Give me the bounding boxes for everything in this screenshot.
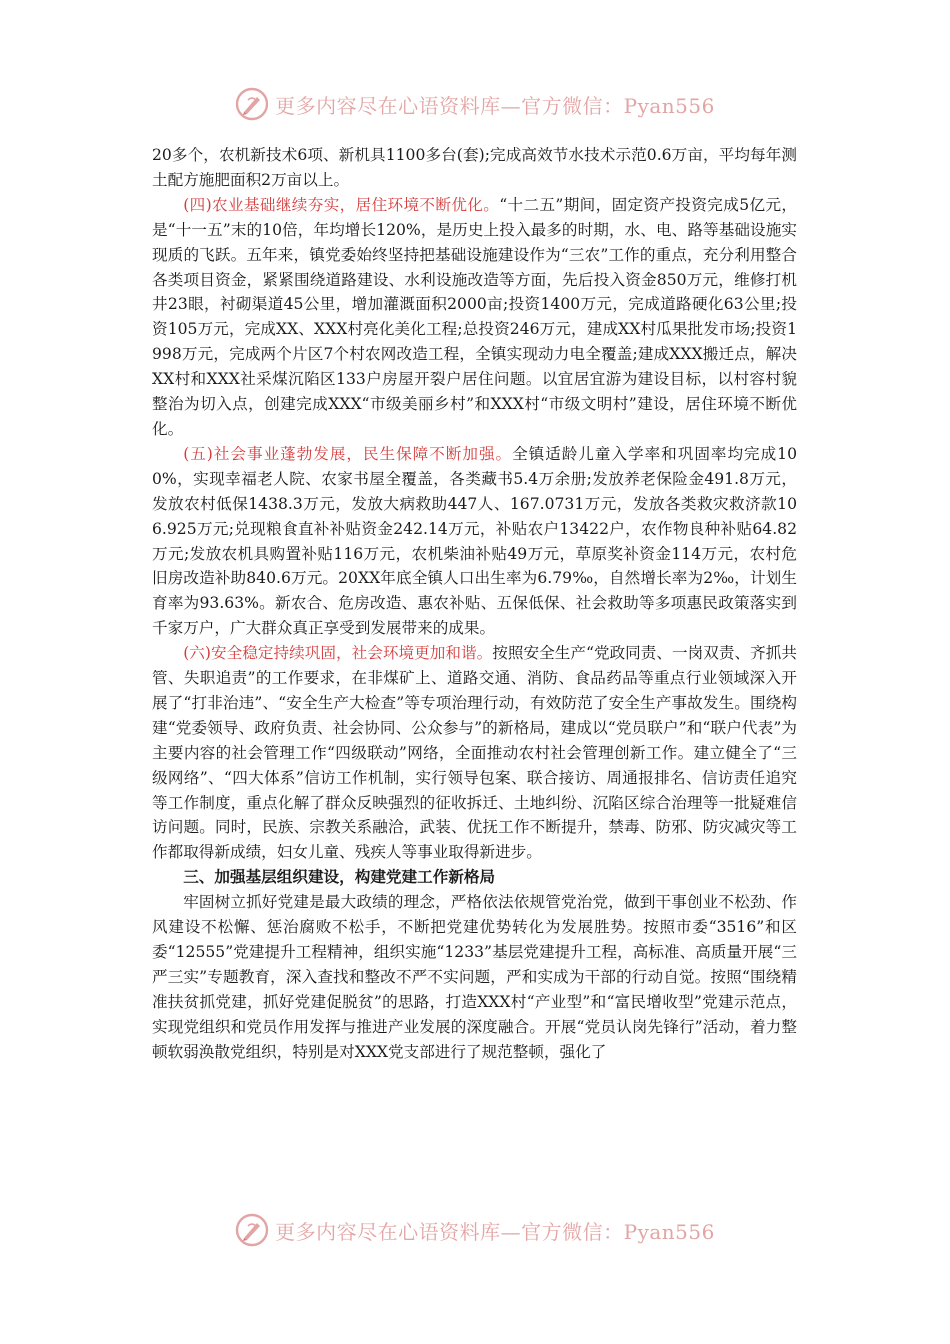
footer-banner	[0, 1208, 950, 1252]
paragraph-infrastructure-body: “十二五”期间，固定资产投资完成5亿元，是“十一五”末的10倍，年均增长120%，是历史上投入最多的时期，水、电、路等基础设施实现质的飞跃。五年来，镇党委始终坚持把基础设施建设作为“三农”工作的重点，充分利用整合各类项目资金，紧紧围绕道路建设、水利设施改造等方面，先后投入资金850万元，维修打机井23眼，衬砌渠道45公里，增加灌溉面积2000亩;投资1400万元，完成道路硬化63公里;投资105万元，完成XX、XXX村亮化美化工程;总投资246万元，建成XX村瓜果批发市场;投资1998万元，完成两个片区7个村农网改造工程，全镇实现动力电全覆盖;建成XXX搬迁点，解决XX村和XXX社采煤沉陷区133户房屋开裂户居住问题。以宜居宜游为建设目标，以村容村貌整治为切入点，创建完成XXX“市级美丽乡村”和XXX村“市级文明村”建设，居住环境不断优化。	[152, 195, 797, 438]
paragraph-safety-stability	[152, 641, 797, 865]
paragraph-agri-tech: 20多个，农机新技术6项、新机具1100多台(套);完成高效节水技术示范0.6万亩，平均每年测土配方施肥面积2万亩以上。	[152, 146, 797, 189]
footer-banner-text: 更多内容尽在心语资料库—官方微信：Pyan556	[275, 1219, 715, 1244]
section-heading-party-building: 三、加强基层组织建设，构建党建工作新格局	[183, 868, 496, 887]
paragraph-social-welfare	[152, 442, 797, 641]
pen-logo-icon	[235, 87, 269, 121]
paragraph-safety-stability-body: 按照安全生产“党政同责、一岗双责、齐抓共管、失职追责”的工作要求，在非煤矿上、道路交通、消防、食品药品等重点行业领域深入开展了“打非治违”、“安全生产大检查”等专项治理行动，有效防范了安全生产事故发生。围绕构建“党委领导、政府负责、社会协同、公众参与”的新格局，建成以“党员联户”和“联户代表”为主要内容的社会管理工作“四级联动”网络，全面推动农村社会管理创新工作。建立健全了“三级网络”、“四大体系”信访工作机制，实行领导包案、联合接访、周通报排名、信访责任追究等工作制度，重点化解了群众反映强烈的征收拆迁、土地纠纷、沉陷区综合治理等一批疑难信访问题。同时，民族、宗教关系融洽，武装、优抚工作不断提升，禁毒、防邪、防灾减灾等工作都取得新成绩，妇女儿童、残疾人等事业取得新进步。	[152, 644, 797, 862]
header-banner-inner	[235, 87, 715, 121]
section-title-social-welfare: (五)社会事业蓬勃发展，民生保障不断加强。	[183, 444, 513, 463]
paragraph-party-building: 牢固树立抓好党建是最大政绩的理念，严格依法依规管党治党，做到干事创业不松劲、作风建设不松懈、惩治腐败不松手，不断把党建优势转化为发展胜势。按照市委“3516”和区委“12555”党建提升工程精神，组织实施“1233”基层党建提升工程，高标准、高质量开展“三严三实”专题教育，深入查找和整改不严不实问题，严和实成为干部的行动自觉。按照“围绕精准扶贫抓党建，抓好党建促脱贫”的思路，打造XXX村“产业型”和“富民增收型”党建示范点，实现党组织和党员作用发挥与推进产业发展的深度融合。开展“党员认岗先锋行”活动，着力整顿软弱涣散党组织，特别是对XXX党支部进行了规范整顿，强化了	[152, 893, 797, 1061]
paragraph-social-welfare-body: 全镇适龄儿童入学率和巩固率均完成100%，实现幸福老人院、农家书屋全覆盖，各类藏书5.4万余册;发放养老保险金491.8万元，发放农村低保1438.3万元，发放大病救助447人、167.0731万元，发放各类救灾救济款106.925万元;兑现粮食直补补贴资金242.14万元，补贴农户13422户，农作物良种补贴64.82万元;发放农机具购置补贴116万元，农机柴油补贴49万元，草原奖补资金114万元，农村危旧房改造补助840.6万元。20XX年底全镇人口出生率为6.79‰，自然增长率为2‰，计划生育率为93.63%。新农合、危房改造、惠农补贴、五保低保、社会救助等多项惠民政策落实到千家万户，广大群众真正享受到发展带来的成果。	[152, 444, 797, 638]
footer-banner-inner	[235, 1213, 715, 1247]
header-banner-text: 更多内容尽在心语资料库—官方微信：Pyan556	[275, 93, 715, 118]
section-title-safety-stability: (六)安全稳定持续巩固，社会环境更加和谐。	[183, 644, 493, 663]
document-body	[152, 143, 797, 1065]
section-title-infrastructure: (四)农业基础继续夯实，居住环境不断优化。	[183, 195, 500, 214]
paragraph-infrastructure	[152, 193, 797, 442]
header-banner	[0, 82, 950, 126]
pen-logo-icon	[235, 1213, 269, 1247]
